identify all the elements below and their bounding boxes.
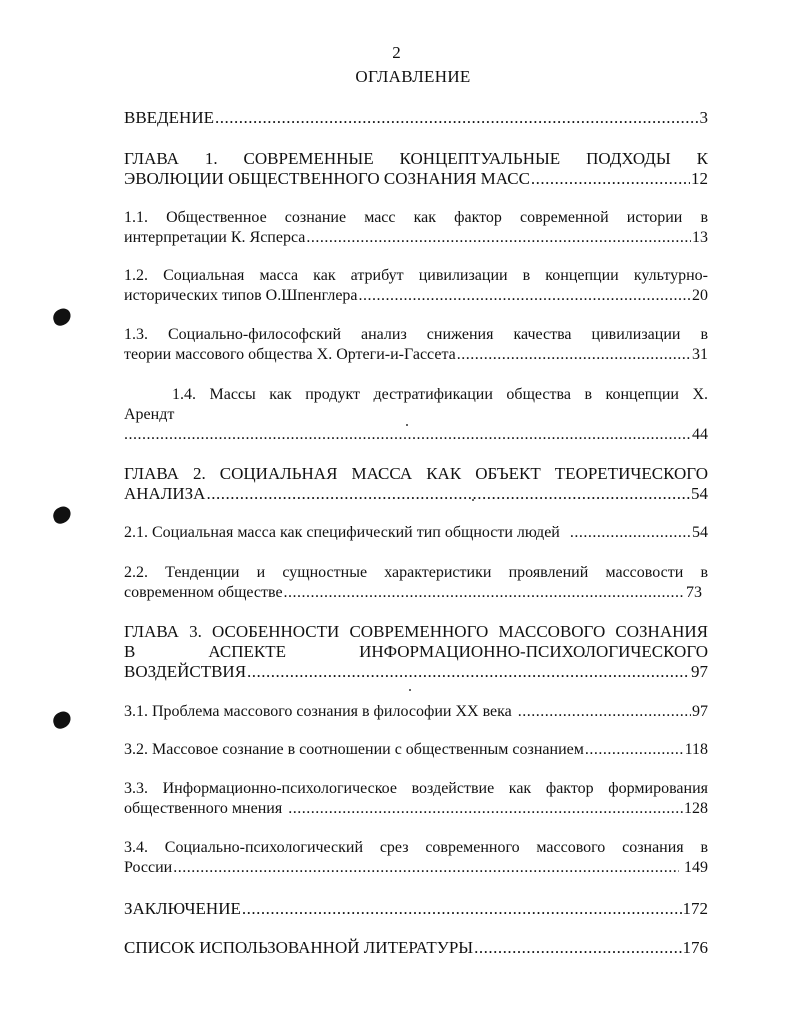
entry-title-line: 2.2. Тенденции и сущностные характеристики проявлений массовости в <box>124 564 708 581</box>
entry-title-line: 1.4. Массы как продукт дестратификации общества в концепции Х. <box>172 386 708 403</box>
entry-page: 54 <box>692 524 708 541</box>
entry-page: 118 <box>684 741 708 758</box>
entry-page: 97 <box>692 703 708 720</box>
dot-leader <box>206 484 690 504</box>
toc-entry-chapter-1[interactable] <box>124 149 708 189</box>
entry-title-line: 1.2. Социальная масса как атрибут цивилизации в концепции культурно- <box>124 267 708 284</box>
toc-entry-section-3-3[interactable] <box>124 779 708 819</box>
dot-leader <box>215 108 699 128</box>
entry-page: 54 <box>691 484 708 503</box>
dot-leader <box>518 702 691 722</box>
toc-title: ОГЛАВЛЕНИЕ <box>355 67 471 86</box>
entry-title: теории массового общества Х. Ортеги-и-Гассета <box>124 346 456 363</box>
entry-page: 20 <box>692 287 708 304</box>
entry-title: ЗАКЛЮЧЕНИЕ <box>124 899 241 918</box>
entry-page: 44 <box>692 426 708 443</box>
entry-title: исторических типов О.Шпенглера <box>124 287 358 304</box>
entry-page: 172 <box>682 899 708 918</box>
entry-title-line: 1.3. Социально-философский анализ снижения качества цивилизации в <box>124 326 708 343</box>
dot-leader <box>284 583 685 603</box>
entry-title-line: ГЛАВА 3. ОСОБЕННОСТИ СОВРЕМЕННОГО МАССОВОГО СОЗНАНИЯ <box>124 622 708 641</box>
toc-entry-conclusion[interactable] <box>124 899 708 919</box>
entry-title-line: ГЛАВА 1. СОВРЕМЕННЫЕ КОНЦЕПТУАЛЬНЫЕ ПОДХОДЫ К <box>124 149 708 168</box>
toc-entry-section-1-1[interactable] <box>124 208 708 248</box>
dot-leader <box>288 799 683 819</box>
dot-leader <box>124 425 691 445</box>
entry-title-line: 3.4. Социально-психологический срез современного массового сознания в <box>124 839 708 856</box>
toc-entry-chapter-3[interactable] <box>124 622 708 682</box>
entry-page: 3 <box>699 108 708 127</box>
dot-leader <box>242 899 682 919</box>
entry-page: 73 <box>686 584 702 601</box>
entry-title-line: В АСПЕКТЕ ИНФОРМАЦИОННО-ПСИХОЛОГИЧЕСКОГО <box>124 642 708 661</box>
binder-hole-mark <box>51 709 73 730</box>
scan-speck <box>409 689 411 691</box>
entry-page: 13 <box>692 229 708 246</box>
dot-leader <box>359 286 691 306</box>
dot-leader <box>306 228 691 248</box>
entry-page: 176 <box>682 938 708 957</box>
toc-entry-bibliography[interactable] <box>124 938 708 958</box>
entry-title: России <box>124 859 173 876</box>
toc-entry-chapter-2[interactable] <box>124 464 708 504</box>
scan-speck <box>472 499 474 501</box>
entry-title: СПИСОК ИСПОЛЬЗОВАННОЙ ЛИТЕРАТУРЫ <box>124 938 474 957</box>
toc-entry-introduction[interactable] <box>124 108 708 128</box>
entry-page: 31 <box>692 346 708 363</box>
binder-hole-mark <box>51 504 73 525</box>
entry-title: ВВЕДЕНИЕ <box>124 108 214 127</box>
toc-entry-section-1-2[interactable] <box>124 266 708 306</box>
entry-title: ЭВОЛЮЦИИ ОБЩЕСТВЕННОГО СОЗНАНИЯ МАСС <box>124 169 530 188</box>
entry-title: 3.1. Проблема массового сознания в философии XX века <box>124 703 512 720</box>
entry-page: 149 <box>684 859 708 876</box>
toc-entry-section-1-4[interactable] <box>124 385 708 445</box>
dot-leader <box>570 523 691 543</box>
entry-title: АНАЛИЗА <box>124 484 206 503</box>
toc-entry-section-3-4[interactable] <box>124 838 708 878</box>
entry-title-line: ГЛАВА 2. СОЦИАЛЬНАЯ МАССА КАК ОБЪЕКТ ТЕОРЕТИЧЕСКОГО <box>124 464 708 483</box>
page-number: 2 <box>392 43 401 62</box>
toc-entry-section-2-1[interactable] <box>124 523 708 543</box>
dot-leader <box>585 740 684 760</box>
entry-page: 12 <box>691 169 708 188</box>
dot-leader <box>531 169 690 189</box>
dot-leader <box>457 345 691 365</box>
entry-title: современном обществе <box>124 584 283 601</box>
entry-title: ВОЗДЕЙСТВИЯ <box>124 662 247 681</box>
entry-title-line: 1.1. Общественное сознание масс как фактор современной истории в <box>124 209 708 226</box>
toc-entry-section-3-1[interactable] <box>124 702 708 722</box>
entry-title: общественного мнения <box>124 800 283 817</box>
entry-title: Арендт <box>124 406 175 423</box>
entry-page: 128 <box>684 800 708 817</box>
toc-entry-section-1-3[interactable] <box>124 325 708 365</box>
binder-hole-mark <box>51 306 73 327</box>
dot-leader <box>474 938 681 958</box>
scan-speck <box>406 424 408 426</box>
entry-title: 3.2. Массовое сознание в соотношении с общественным сознанием <box>124 741 584 758</box>
entry-page: 97 <box>691 662 708 681</box>
entry-title: 2.1. Социальная масса как специфический тип общности людей <box>124 524 560 541</box>
entry-title-line: 3.3. Информационно-психологическое воздействие как фактор формирования <box>124 780 708 797</box>
dot-leader <box>247 662 690 682</box>
toc-entry-section-3-2[interactable] <box>124 740 708 760</box>
toc-entry-section-2-2[interactable] <box>124 563 708 603</box>
dot-leader <box>173 858 679 878</box>
entry-title: интерпретации К. Ясперса <box>124 229 306 246</box>
